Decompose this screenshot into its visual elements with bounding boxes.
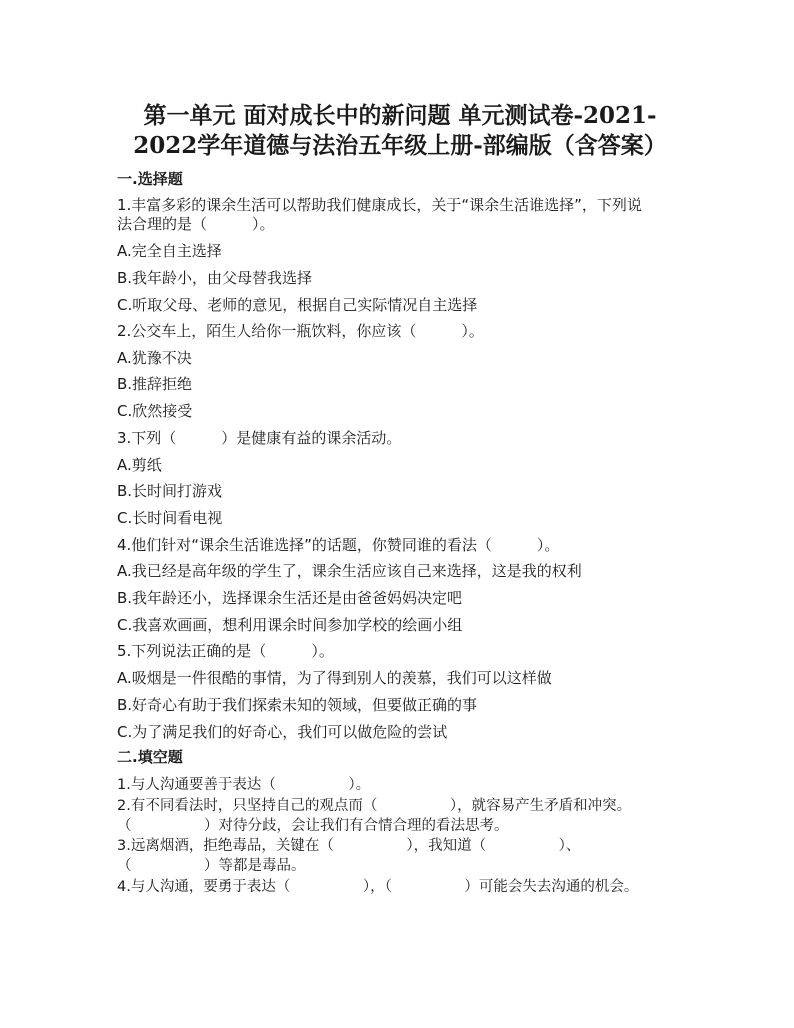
question-text: 2.公交车上，陌生人给你一瓶饮料，你应该（ ）。 <box>117 322 484 340</box>
answer-option: C.听取父母、老师的意见，根据自己实际情况自主选择 <box>117 296 478 314</box>
document-title-line-1: 第一单元 面对成长中的新问题 单元测试卷-2021- <box>143 102 657 129</box>
answer-option: C.我喜欢画画，想利用课余时间参加学校的绘画小组 <box>117 616 463 634</box>
fill-question-text: （ ）等都是毒品。 <box>117 858 306 874</box>
question-text: 5.下列说法正确的是（ ）。 <box>117 642 334 660</box>
document-title-line-2: 2022学年道德与法治五年级上册-部编版（含答案） <box>133 132 667 159</box>
fill-question-text: 1.与人沟通要善于表达（ ）。 <box>117 777 371 793</box>
answer-option: B.我年龄还小，选择课余生活还是由爸爸妈妈决定吧 <box>117 589 463 607</box>
answer-option: C.欣然接受 <box>117 402 193 420</box>
fill-question-text: 2.有不同看法时，只坚持自己的观点而（ ），就容易产生矛盾和冲突。 <box>117 798 632 814</box>
answer-option: C.长时间看电视 <box>117 509 223 527</box>
answer-option: B.长时间打游戏 <box>117 482 223 500</box>
answer-option: A.完全自主选择 <box>117 242 222 260</box>
question-text: 法合理的是（ ）。 <box>117 215 275 233</box>
question-text: 3.下列（ ）是健康有益的课余活动。 <box>117 429 402 447</box>
answer-option: B.推辞拒绝 <box>117 375 193 393</box>
section-heading-choice: 一.选择题 <box>117 170 183 188</box>
answer-option: A.剪纸 <box>117 456 162 474</box>
answer-option: B.我年龄小，由父母替我选择 <box>117 269 313 287</box>
question-text: 1.丰富多彩的课余生活可以帮助我们健康成长，关于“课余生活谁选择”，下列说 <box>117 196 642 214</box>
fill-question-text: 3.远离烟酒，拒绝毒品，关键在（ ），我知道（ ）、 <box>117 838 581 854</box>
section-heading-fill: 二.填空题 <box>117 748 183 766</box>
fill-question-text: 4.与人沟通，要勇于表达（ ），（ ）可能会失去沟通的机会。 <box>117 879 639 895</box>
answer-option: B.好奇心有助于我们探索未知的领域，但要做正确的事 <box>117 696 478 714</box>
answer-option: A.我已经是高年级的学生了，课余生活应该自己来选择，这是我的权利 <box>117 562 582 580</box>
fill-question-text: （ ）对待分歧，会让我们有合情合理的看法思考。 <box>117 818 509 834</box>
question-text: 4.他们针对“课余生活谁选择”的话题，你赞同谁的看法（ ）。 <box>117 536 560 554</box>
answer-option: A.犹豫不决 <box>117 349 192 367</box>
answer-option: A.吸烟是一件很酷的事情，为了得到别人的羡慕，我们可以这样做 <box>117 669 552 687</box>
answer-option: C.为了满足我们的好奇心，我们可以做危险的尝试 <box>117 723 448 741</box>
